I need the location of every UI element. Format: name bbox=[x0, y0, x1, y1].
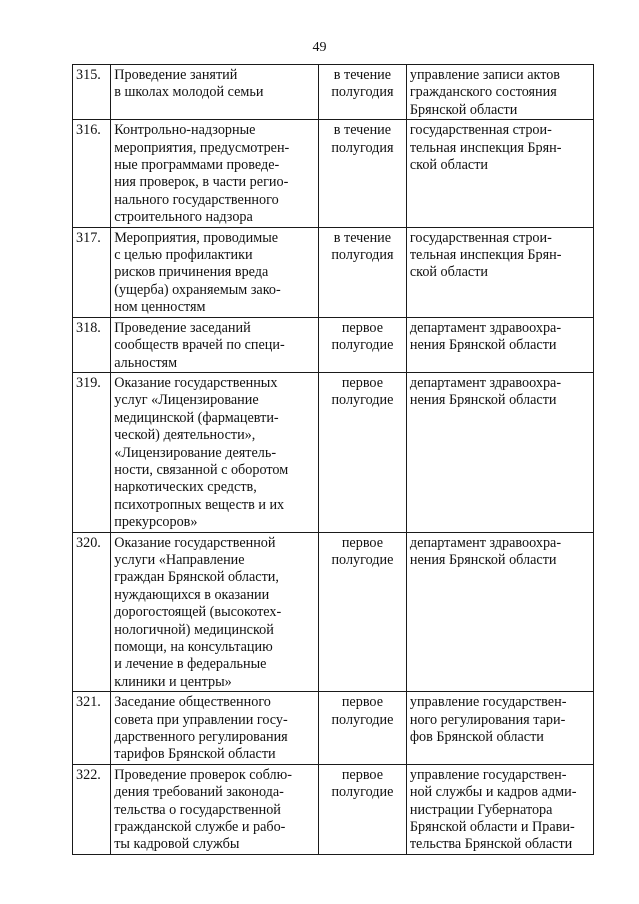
event-cell-line: помощи, на консультацию bbox=[114, 639, 273, 655]
row-number: 316. bbox=[73, 120, 111, 227]
event-cell-line: и лечение в федеральные bbox=[114, 656, 267, 673]
event-cell-line: ные программами проведе- bbox=[114, 157, 280, 174]
events-table bbox=[72, 64, 594, 855]
responsible-cell-line: управление записи актов bbox=[409, 67, 560, 83]
table-row bbox=[73, 764, 594, 854]
event-cell-line: Оказание государственной bbox=[114, 534, 276, 551]
responsible-cell-line: ного регулирования тари- bbox=[409, 711, 566, 728]
period-cell-line: полугодие bbox=[331, 392, 394, 409]
responsible-cell-line: фов Брянской области bbox=[409, 729, 544, 746]
period-cell bbox=[319, 227, 407, 317]
event-cell-line: совета при управлении госу- bbox=[114, 711, 288, 728]
row-number: 320. bbox=[73, 532, 111, 692]
period-cell-line: полугодие bbox=[331, 711, 394, 728]
event-cell-line: Проведение проверок соблю- bbox=[114, 766, 292, 783]
table-row bbox=[73, 65, 594, 120]
row-number: 319. bbox=[73, 372, 111, 532]
table-row bbox=[73, 692, 594, 765]
event-cell-line: наркотических средств, bbox=[114, 479, 257, 496]
event-cell-line: услуг «Лицензирование bbox=[114, 392, 259, 409]
event-cell-line: медицинской (фармацевти- bbox=[114, 409, 279, 426]
event-cell-line: тельства о государственной bbox=[114, 801, 281, 818]
event-cell-line: Проведение заседаний bbox=[114, 319, 251, 336]
event-cell-line: психотропных веществ и их bbox=[114, 496, 285, 513]
event-cell-line: «Лицензирование деятель- bbox=[114, 444, 277, 461]
responsible-cell-line: департамент здравоохра- bbox=[409, 319, 562, 336]
responsible-cell bbox=[406, 65, 593, 120]
event-cell-line: строительного надзора bbox=[114, 209, 253, 226]
event-cell-line: прекурсоров» bbox=[114, 514, 198, 531]
responsible-cell-line: ской области bbox=[409, 264, 488, 281]
event-cell-line: ния проверок, в части регио- bbox=[114, 174, 289, 191]
responsible-cell bbox=[406, 372, 593, 532]
period-cell-line: первое bbox=[341, 374, 383, 391]
period-cell-line: в течение bbox=[333, 229, 392, 246]
event-cell-line: Мероприятия, проводимые bbox=[114, 229, 279, 246]
event-cell bbox=[111, 372, 319, 532]
events-table-body bbox=[73, 65, 594, 855]
period-cell-line: полугодия bbox=[331, 247, 394, 264]
period-cell-line: первое bbox=[341, 694, 383, 711]
event-cell-line: Заседание общественного bbox=[114, 694, 271, 711]
event-cell-line: ты кадровой службы bbox=[114, 836, 240, 853]
responsible-cell-line: тельства Брянской области bbox=[409, 836, 573, 853]
event-cell-line: ности, связанной с оборотом bbox=[114, 461, 289, 478]
period-cell bbox=[319, 317, 407, 372]
event-cell-line: дения требований законода- bbox=[114, 784, 284, 801]
event-cell bbox=[111, 764, 319, 854]
responsible-cell-line: управление государствен- bbox=[409, 694, 567, 711]
row-number: 322. bbox=[73, 764, 111, 854]
responsible-cell-line: нения Брянской области bbox=[409, 337, 557, 354]
responsible-cell-line: ной службы и кадров адми- bbox=[409, 784, 577, 801]
responsible-cell-line: гражданского состояния bbox=[409, 84, 557, 101]
period-cell bbox=[319, 120, 407, 227]
responsible-cell-line: ской области bbox=[409, 157, 488, 174]
event-cell-line: Контрольно-надзорные bbox=[114, 122, 256, 139]
row-number: 321. bbox=[73, 692, 111, 765]
period-cell-line: в течение bbox=[333, 67, 392, 83]
responsible-cell-line: нистрации Губернатора bbox=[409, 801, 553, 818]
event-cell-line: клиники и центры» bbox=[114, 673, 232, 690]
event-cell-line: нуждающихся в оказании bbox=[114, 586, 270, 603]
event-cell bbox=[111, 65, 319, 120]
period-cell-line: полугодия bbox=[331, 139, 394, 156]
period-cell-line: полугодие bbox=[331, 551, 394, 568]
responsible-cell bbox=[406, 317, 593, 372]
row-number: 315. bbox=[73, 65, 111, 120]
event-cell-line: Проведение занятий bbox=[114, 67, 238, 83]
period-cell-line: полугодие bbox=[331, 337, 394, 354]
event-cell-line: рисков причинения вреда bbox=[114, 264, 269, 281]
responsible-cell-line: тельная инспекция Брян- bbox=[409, 139, 562, 156]
responsible-cell-line: департамент здравоохра- bbox=[409, 534, 562, 551]
responsible-cell bbox=[406, 120, 593, 227]
table-row bbox=[73, 317, 594, 372]
event-cell-line: с целью профилактики bbox=[114, 247, 253, 264]
event-cell bbox=[111, 120, 319, 227]
event-cell-line: нального государственного bbox=[114, 191, 279, 208]
event-cell-line: в школах молодой семьи bbox=[114, 84, 264, 101]
event-cell-line: ном ценностям bbox=[114, 299, 206, 316]
responsible-cell-line: Брянской области bbox=[409, 101, 518, 118]
period-cell bbox=[319, 65, 407, 120]
event-cell-line: услуги «Направление bbox=[114, 551, 245, 568]
event-cell-line: мероприятия, предусмотрен- bbox=[114, 139, 290, 156]
page-number: 49 bbox=[312, 40, 327, 55]
event-cell bbox=[111, 532, 319, 692]
period-cell-line: полугодие bbox=[331, 784, 394, 801]
event-cell-line: гражданской службе и рабо- bbox=[114, 819, 286, 836]
event-cell-line: ческой) деятельности», bbox=[114, 427, 256, 444]
period-cell-line: полугодия bbox=[331, 84, 394, 101]
event-cell-line: Оказание государственных bbox=[114, 374, 278, 391]
table-row bbox=[73, 372, 594, 532]
responsible-cell-line: нения Брянской области bbox=[409, 392, 557, 409]
period-cell bbox=[319, 372, 407, 532]
period-cell bbox=[319, 692, 407, 765]
event-cell-line: дарственного регулирования bbox=[114, 729, 288, 746]
event-cell-line: (ущерба) охраняемым зако- bbox=[114, 281, 281, 298]
responsible-cell-line: управление государствен- bbox=[409, 766, 567, 783]
event-cell bbox=[111, 317, 319, 372]
row-number: 318. bbox=[73, 317, 111, 372]
event-cell-line: нологичной) медицинской bbox=[114, 621, 274, 638]
period-cell-line: первое bbox=[341, 534, 383, 551]
event-cell-line: дорогостоящей (высокотех- bbox=[114, 604, 282, 621]
responsible-cell bbox=[406, 532, 593, 692]
table-row bbox=[73, 120, 594, 227]
responsible-cell-line: Брянской области и Прави- bbox=[409, 819, 575, 836]
responsible-cell-line: государственная строи- bbox=[409, 122, 552, 139]
event-cell bbox=[111, 227, 319, 317]
event-cell-line: альностям bbox=[114, 354, 178, 371]
responsible-cell-line: государственная строи- bbox=[409, 229, 552, 246]
table-row bbox=[73, 227, 594, 317]
event-cell-line: тарифов Брянской области bbox=[114, 746, 276, 763]
responsible-cell bbox=[406, 692, 593, 765]
responsible-cell bbox=[406, 227, 593, 317]
period-cell-line: первое bbox=[341, 319, 383, 336]
event-cell-line: граждан Брянской области, bbox=[114, 569, 279, 586]
responsible-cell-line: тельная инспекция Брян- bbox=[409, 247, 562, 264]
period-cell-line: первое bbox=[341, 766, 383, 783]
event-cell bbox=[111, 692, 319, 765]
event-cell-line: сообществ врачей по специ- bbox=[114, 337, 285, 354]
responsible-cell-line: департамент здравоохра- bbox=[409, 374, 562, 391]
period-cell-line: в течение bbox=[333, 122, 392, 139]
period-cell bbox=[319, 764, 407, 854]
responsible-cell bbox=[406, 764, 593, 854]
responsible-cell-line: нения Брянской области bbox=[409, 551, 557, 568]
table-row bbox=[73, 532, 594, 692]
period-cell bbox=[319, 532, 407, 692]
row-number: 317. bbox=[73, 227, 111, 317]
